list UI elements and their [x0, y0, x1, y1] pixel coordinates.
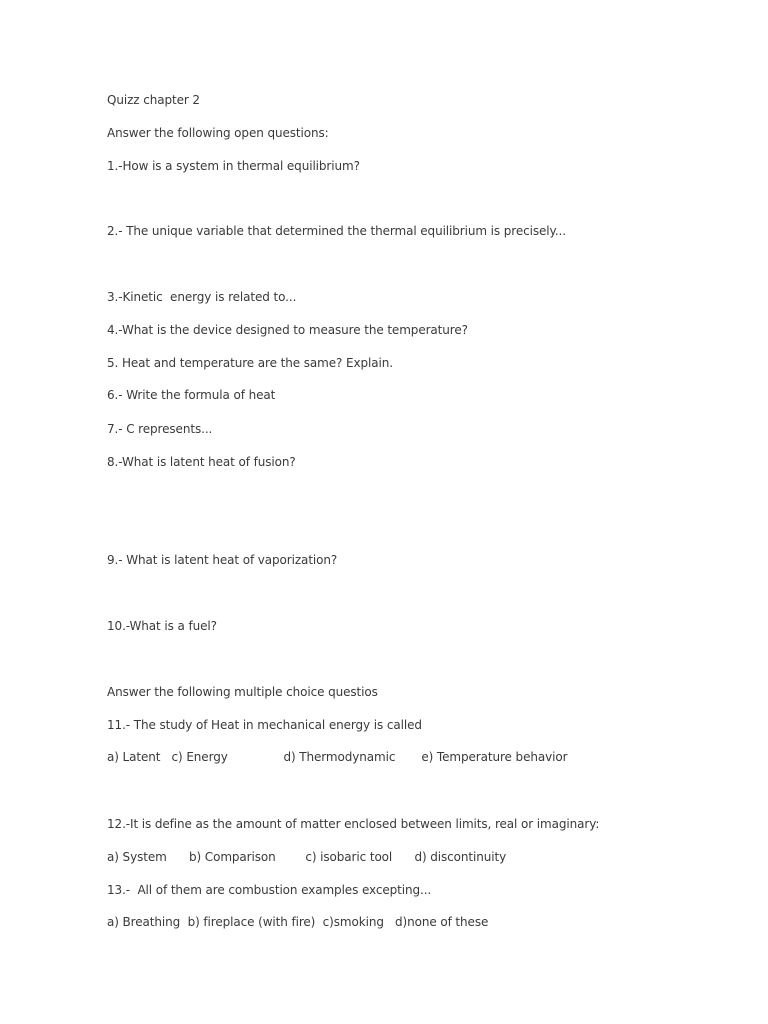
question-7: 7.- C represents...: [107, 422, 213, 436]
question-4: 4.-What is the device designed to measure the temperature?: [107, 323, 468, 337]
question-9: 9.- What is latent heat of vaporization?: [107, 553, 338, 567]
question-1: 1.-How is a system in thermal equilibrium?: [107, 159, 360, 173]
section-heading-multiple-choice: Answer the following multiple choice questios: [107, 685, 378, 699]
question-6: 6.- Write the formula of heat: [107, 388, 276, 402]
question-13: 13.- All of them are combustion examples excepting...: [107, 883, 432, 897]
question-3: 3.-Kinetic energy is related to...: [107, 290, 297, 304]
quiz-title: Quizz chapter 2: [107, 93, 200, 107]
question-2: 2.- The unique variable that determined the thermal equilibrium is precisely...: [107, 224, 566, 238]
question-10: 10.-What is a fuel?: [107, 619, 217, 633]
question-12-options: a) System b) Comparison c) isobaric tool d) discontinuity: [107, 850, 507, 864]
question-11: 11.- The study of Heat in mechanical energy is called: [107, 718, 422, 732]
question-5: 5. Heat and temperature are the same? Explain.: [107, 356, 393, 370]
section-heading-open-questions: Answer the following open questions:: [107, 126, 329, 140]
question-12: 12.-It is define as the amount of matter enclosed between limits, real or imaginary:: [107, 817, 600, 831]
question-11-options: a) Latent c) Energy d) Thermodynamic e) Temperature behavior: [107, 750, 568, 764]
question-8: 8.-What is latent heat of fusion?: [107, 455, 296, 469]
question-13-options: a) Breathing b) fireplace (with fire) c)smoking d)none of these: [107, 915, 489, 929]
